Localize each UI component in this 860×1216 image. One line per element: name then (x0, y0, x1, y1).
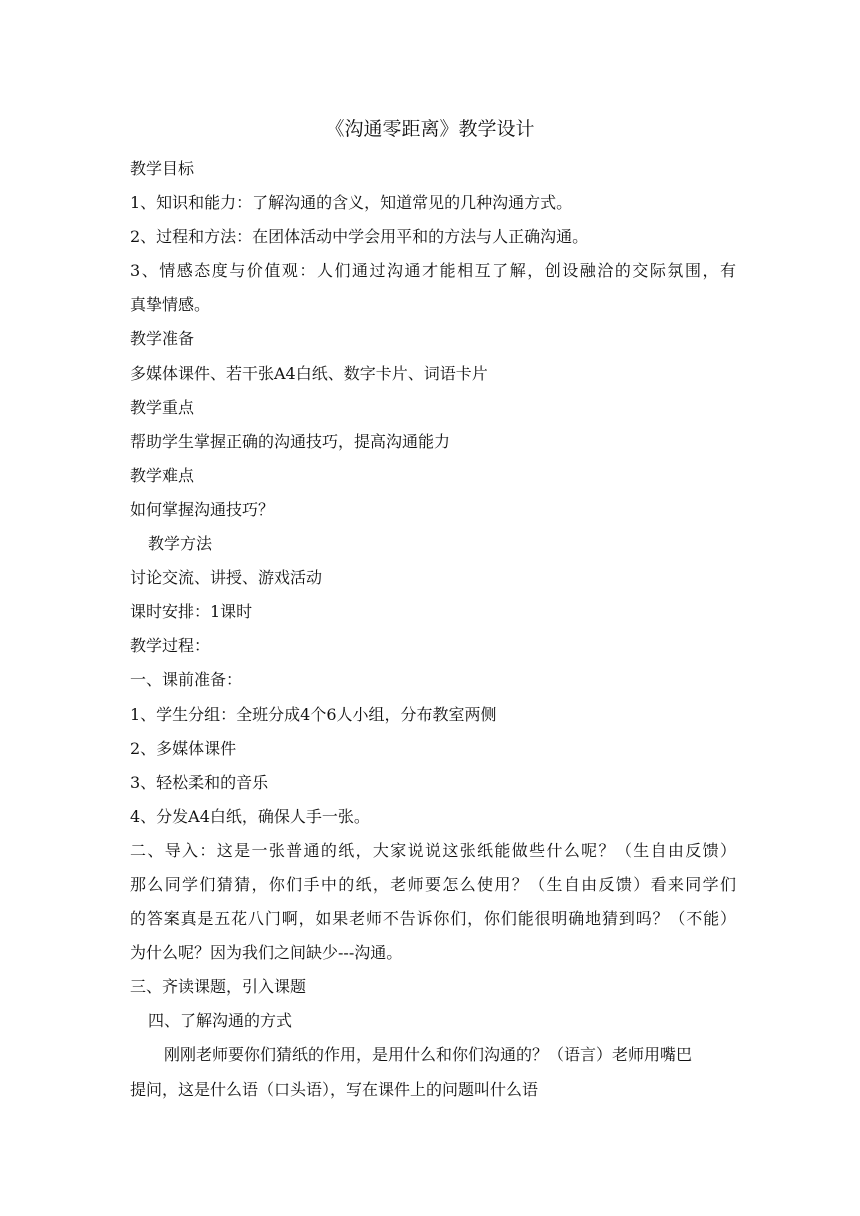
class-hours: 课时安排：1课时 (130, 602, 253, 622)
step-four-paragraph-line-1: 刚刚老师要你们猜纸的作用，是用什么和你们沟通的？（语言）老师用嘴巴 (164, 1045, 693, 1065)
section-heading-methods: 教学方法 (148, 534, 213, 554)
step-four-paragraph-line-2: 提问，这是什么语（口头语），写在课件上的问题叫什么语 (130, 1079, 539, 1099)
objective-emotion-continued: 真挚情感。 (130, 295, 211, 315)
document-title: 《沟通零距离》教学设计 (325, 118, 535, 140)
section-heading-difficulty: 教学难点 (130, 465, 195, 485)
step-two-line-2: 那么同学们猜猜，你们手中的纸，老师要怎么使用？（生自由反馈）看来同学们 (130, 874, 736, 894)
step-one-item-1: 1、学生分组：全班分成4个6人小组，分布教室两侧 (130, 704, 497, 724)
objective-emotion: 3、情感态度与价值观：人们通过沟通才能相互了解，创设融洽的交际氛围，有 (130, 261, 736, 281)
section-heading-process: 教学过程： (130, 636, 211, 656)
step-one-heading: 一、课前准备： (130, 670, 243, 690)
step-one-item-3: 3、轻松柔和的音乐 (130, 772, 269, 792)
section-heading-preparation: 教学准备 (130, 329, 195, 349)
objective-process: 2、过程和方法：在团体活动中学会用平和的方法与人正确沟通。 (130, 227, 589, 247)
step-one-item-4: 4、分发A4白纸，确保人手一张。 (130, 806, 370, 826)
section-heading-objectives: 教学目标 (130, 159, 195, 178)
step-three-heading: 三、齐读课题，引入课题 (130, 977, 307, 997)
document-body (130, 152, 736, 1107)
objective-knowledge: 1、知识和能力：了解沟通的含义，知道常见的几种沟通方式。 (130, 193, 573, 213)
difficulty-text: 如何掌握沟通技巧？ (130, 499, 275, 519)
key-point-text: 帮助学生掌握正确的沟通技巧，提高沟通能力 (130, 431, 451, 451)
step-two-line-3: 的答案真是五花八门啊，如果老师不告诉你们，你们能很明确地猜到吗？（不能） (130, 909, 736, 929)
step-two-line-4: 为什么呢？因为我们之间缺少---沟通。 (130, 943, 403, 963)
section-heading-key-point: 教学重点 (130, 397, 195, 417)
methods-text: 讨论交流、讲授、游戏活动 (130, 568, 323, 588)
preparation-materials: 多媒体课件、若干张A4白纸、数字卡片、词语卡片 (130, 363, 488, 383)
step-one-item-2: 2、多媒体课件 (130, 738, 237, 758)
step-two-line-1: 二、导入：这是一张普通的纸，大家说说这张纸能做些什么呢？（生自由反馈） (130, 840, 736, 860)
step-four-heading: 四、了解沟通的方式 (148, 1011, 293, 1031)
